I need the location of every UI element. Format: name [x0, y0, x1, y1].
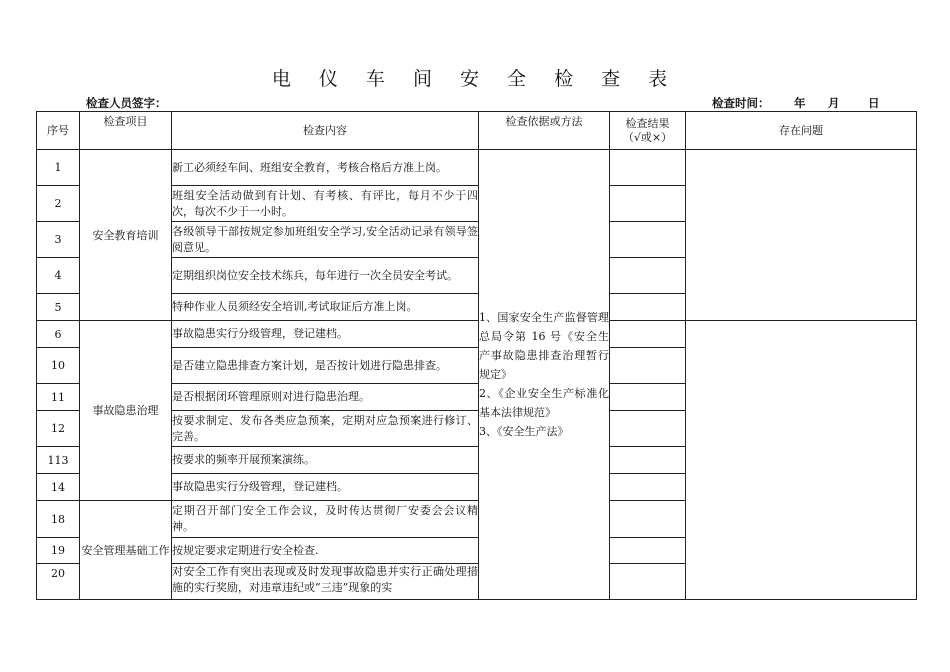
result-cell[interactable]	[610, 447, 686, 474]
row-content: 按规定要求定期进行安全检查.	[172, 538, 479, 564]
inspection-date-line	[712, 95, 880, 111]
table-row	[37, 321, 917, 348]
row-seq: 1	[37, 150, 80, 186]
row-seq: 14	[37, 474, 80, 501]
row-content: 事故隐患实行分级管理，登记建档。	[172, 321, 479, 348]
row-seq: 6	[37, 321, 80, 348]
result-cell[interactable]	[610, 186, 686, 222]
row-content: 对安全工作有突出表现或及时发现事故隐患并实行正确处理措施的实行奖励，对违章违纪或“三违”现象的实	[172, 564, 479, 600]
basis-item: 3、《安全生产法》	[479, 425, 569, 438]
row-content: 新工必须经车间、班组安全教育，考核合格后方准上岗。	[172, 150, 479, 186]
result-cell[interactable]	[610, 258, 686, 294]
category-safety-management-basics: 安全管理基础工作	[80, 501, 172, 600]
result-cell[interactable]	[610, 474, 686, 501]
row-content: 事故隐患实行分级管理，登记建档。	[172, 474, 479, 501]
result-cell[interactable]	[610, 501, 686, 538]
row-seq: 18	[37, 501, 80, 538]
category-hazard-remediation: 事故隐患治理	[80, 321, 172, 501]
header-content: 检查内容	[172, 112, 479, 150]
row-seq: 2	[37, 186, 80, 222]
date-month-label: 月	[828, 96, 840, 110]
result-cell[interactable]	[610, 538, 686, 564]
result-cell[interactable]	[610, 321, 686, 348]
header-issues: 存在问题	[686, 112, 917, 150]
header-basis: 检查依据或方法	[479, 112, 610, 150]
date-year-label: 年	[794, 96, 806, 110]
header-result-line2: （√或×）	[622, 130, 673, 144]
row-content: 定期召开部门安全工作会议，及时传达贯彻厂安委会会议精神。	[172, 501, 479, 538]
row-content: 是否根据闭环管理原则对进行隐患治理。	[172, 384, 479, 411]
inspector-signature-label: 检查人员签字：	[86, 96, 167, 110]
row-seq: 10	[37, 348, 80, 384]
document-title: 电 仪 车 间 安 全 检 查 表	[271, 68, 679, 90]
row-seq: 11	[37, 384, 80, 411]
result-cell[interactable]	[610, 294, 686, 321]
row-seq: 113	[37, 447, 80, 474]
row-content: 定期组织岗位安全技术练兵，每年进行一次全员安全考试。	[172, 258, 479, 294]
header-item: 检查项目	[80, 112, 172, 150]
result-cell[interactable]	[610, 222, 686, 258]
safety-inspection-table	[36, 111, 917, 600]
result-cell[interactable]	[610, 384, 686, 411]
row-content: 班组安全活动做到有计划、有考核、有评比，每月不少于四次，每次不少于一小时。	[172, 186, 479, 222]
result-cell[interactable]	[610, 150, 686, 186]
issues-cell[interactable]	[686, 150, 917, 321]
row-seq: 3	[37, 222, 80, 258]
header-result	[610, 112, 686, 150]
table-row	[37, 150, 917, 186]
row-content: 按要求制定、发布各类应急预案，定期对应急预案进行修订、完善。	[172, 411, 479, 447]
row-seq: 20	[37, 564, 80, 600]
row-seq: 19	[37, 538, 80, 564]
category-safety-training: 安全教育培训	[80, 150, 172, 321]
row-seq: 5	[37, 294, 80, 321]
row-content: 是否建立隐患排查方案计划，是否按计划进行隐患排查。	[172, 348, 479, 384]
header-result-line1: 检查结果	[625, 116, 670, 130]
date-day-label: 日	[868, 96, 880, 110]
result-cell[interactable]	[610, 411, 686, 447]
basis-item: 1、国家安全生产监督管理总局令第 16 号《安全生产事故隐患排查治理暂行规定》	[479, 311, 609, 381]
row-content: 各级领导干部按规定参加班组安全学习,安全活动记录有领导签阅意见。	[172, 222, 479, 258]
table-header-row	[37, 112, 917, 150]
inspection-date-label: 检查时间：	[712, 96, 770, 110]
row-seq: 12	[37, 411, 80, 447]
result-cell[interactable]	[610, 564, 686, 600]
inspection-basis	[479, 150, 610, 600]
basis-item: 2、《企业安全生产标准化基本法律规范》	[479, 387, 609, 419]
issues-cell[interactable]	[686, 321, 917, 600]
row-content: 按要求的频率开展预案演练。	[172, 447, 479, 474]
row-seq: 4	[37, 258, 80, 294]
result-cell[interactable]	[610, 348, 686, 384]
header-seq: 序号	[37, 112, 80, 150]
row-content: 特种作业人员须经安全培训,考试取证后方准上岗。	[172, 294, 479, 321]
